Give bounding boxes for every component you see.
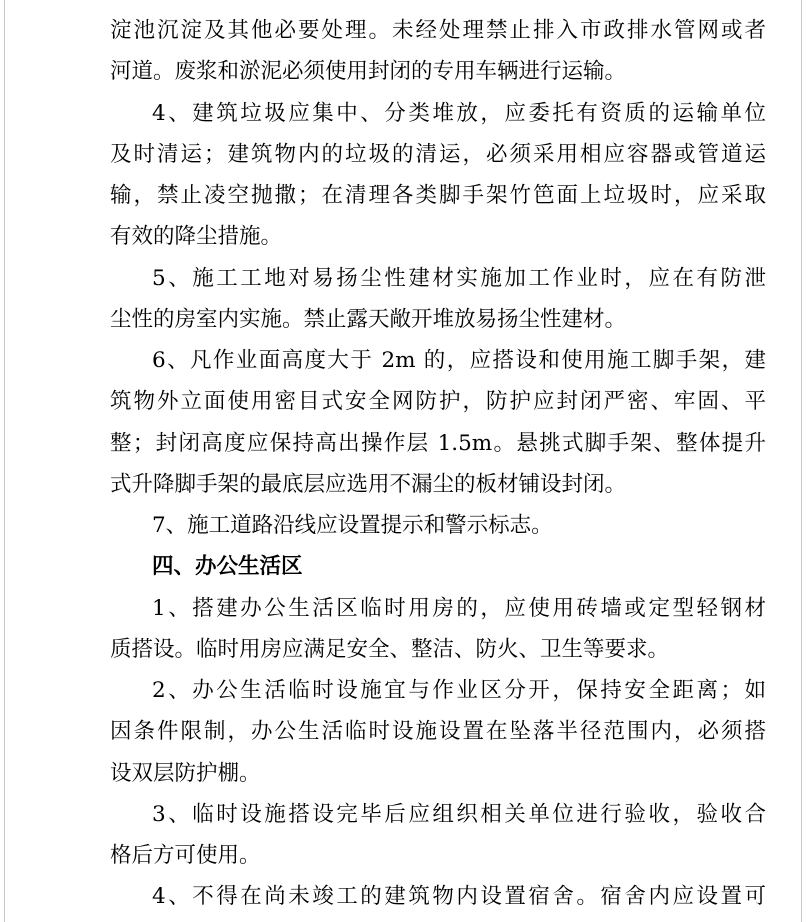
- text-line: 因条件限制，办公生活临时设施设置在坠落半径范围内，必须搭: [110, 719, 766, 744]
- text-line: 4、建筑垃圾应集中、分类堆放，应委托有资质的运输单位: [152, 101, 766, 126]
- left-margin-mark: [4, 0, 5, 922]
- text-line: 格后方可使用。: [110, 843, 261, 868]
- text-line: 2、办公生活临时设施宜与作业区分开，保持安全距离；如: [152, 678, 766, 703]
- text-line: 及时清运；建筑物内的垃圾的清运，必须采用相应容器或管道运: [110, 142, 766, 167]
- text-line: 1、搭建办公生活区临时用房的，应使用砖墙或定型轻钢材: [152, 596, 766, 621]
- text-line: 整；封闭高度应保持高出操作层 1.5m。悬挑式脚手架、整体提升: [110, 431, 766, 456]
- text-line: 质搭设。临时用房应满足安全、整洁、防火、卫生等要求。: [110, 637, 670, 662]
- section-heading: 四、办公生活区: [152, 554, 303, 579]
- text-line: 河道。废浆和淤泥必须使用封闭的专用车辆进行运输。: [110, 59, 627, 84]
- text-line: 7、施工道路沿线应设置提示和警示标志。: [152, 513, 553, 538]
- text-line: 6、凡作业面高度大于 2m 的，应搭设和使用施工脚手架，建: [152, 348, 766, 373]
- text-line: 有效的降尘措施。: [110, 224, 283, 249]
- text-line: 式升降脚手架的最底层应选用不漏尘的板材铺设封闭。: [110, 472, 627, 497]
- right-margin-mark: [801, 0, 802, 922]
- text-line: 4、不得在尚未竣工的建筑物内设置宿舍。宿舍内应设置可: [152, 884, 766, 909]
- text-line: 5、施工工地对易扬尘性建材实施加工作业时，应在有防泄: [152, 266, 766, 291]
- text-line: 筑物外立面使用密目式安全网防护，防护应封闭严密、牢固、平: [110, 389, 766, 414]
- text-line: 3、临时设施搭设完毕后应组织相关单位进行验收，验收合: [152, 802, 766, 827]
- text-line: 尘性的房室内实施。禁止露天敞开堆放易扬尘性建材。: [110, 307, 627, 332]
- text-line: 设双层防护棚。: [110, 761, 261, 786]
- text-line: 淀池沉淀及其他必要处理。未经处理禁止排入市政排水管网或者: [110, 18, 766, 43]
- text-line: 输，禁止凌空抛撒；在清理各类脚手架竹笆面上垃圾时，应采取: [110, 183, 766, 208]
